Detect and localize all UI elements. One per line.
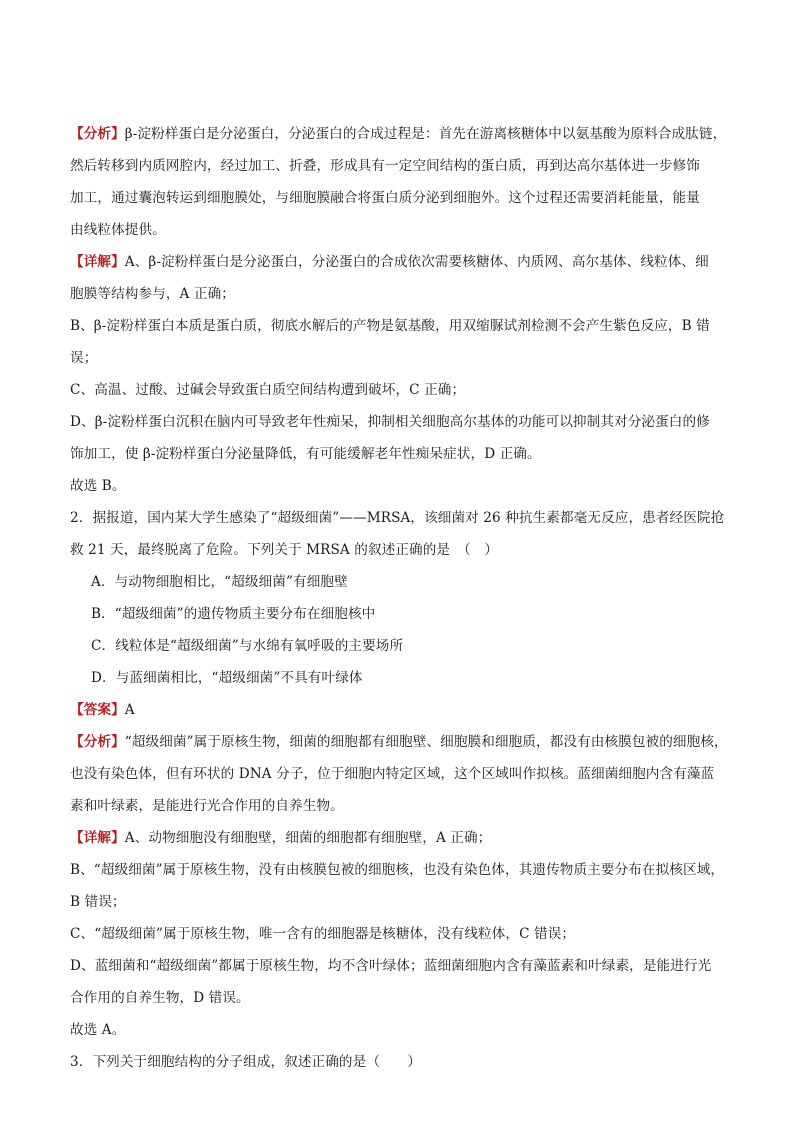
q1-detail-line-7: 饰加工，使 β-淀粉样蛋白分泌量降低，有可能缓解老年性痴呆症状，D 正确。 bbox=[70, 446, 541, 462]
q3-stem: 3．下列关于细胞结构的分子组成，叙述正确的是（ ） bbox=[70, 1054, 422, 1070]
q2-stem-line-1: 2．据报道，国内某大学生感染了“超级细菌”——MRSA，该细菌对 26 种抗生素都毫无反应，患者经医院抢 bbox=[70, 510, 725, 526]
q2-analysis-line-1: 【分析】“超级细菌”属于原核生物，细菌的细胞都有细胞壁、细胞膜和细胞质，都没有由核膜包被的细胞核， bbox=[70, 734, 728, 750]
q1-analysis-line-4: 由线粒体提供。 bbox=[70, 222, 166, 238]
q2-analysis-line-2: 也没有染色体，但有环状的 DNA 分子，位于细胞内特定区域，这个区域叫作拟核。蓝细菌细胞内含有藻蓝 bbox=[70, 766, 715, 782]
q2-analysis-line-3: 素和叶绿素，是能进行光合作用的自养生物。 bbox=[70, 798, 344, 814]
q2-detail-line-2: B、“超级细菌”属于原核生物，没有由核膜包被的细胞核，也没有染色体，其遗传物质主要分布在拟核区域， bbox=[70, 862, 725, 878]
q1-conclusion: 故选 B。 bbox=[70, 478, 126, 494]
q1-detail-line-2: 胞膜等结构参与，A 正确； bbox=[70, 286, 235, 302]
q2-detail-line-1: 【详解】A、动物细胞没有细胞壁，细菌的细胞都有细胞壁，A 正确； bbox=[70, 830, 492, 846]
detail-tag: 【详解】 bbox=[70, 830, 125, 846]
q1-detail-line-1: 【详解】A、β-淀粉样蛋白是分泌蛋白，分泌蛋白的合成依次需要核糖体、内质网、高尔基体、线粒体、细 bbox=[70, 254, 709, 270]
q2-option-a: A．与动物细胞相比，“超级细菌”有细胞壁 bbox=[91, 574, 348, 590]
analysis-tag: 【分析】 bbox=[70, 734, 125, 750]
q1-detail-line-5: C、高温、过酸、过碱会导致蛋白质空间结构遭到破坏，C 正确； bbox=[70, 382, 466, 398]
q1-analysis-line-2: 然后转移到内质网腔内，经过加工、折叠，形成具有一定空间结构的蛋白质，再到达高尔基体进一步修饰 bbox=[70, 158, 700, 174]
q1-detail-line-3: B、β-淀粉样蛋白本质是蛋白质，彻底水解后的产物是氨基酸，用双缩脲试剂检测不会产生紫色反应，B 错 bbox=[70, 318, 710, 334]
q1-detail-line-4: 误； bbox=[70, 350, 98, 366]
q2-option-d: D．与蓝细菌相比，“超级细菌”不具有叶绿体 bbox=[91, 670, 363, 686]
q2-answer bbox=[70, 700, 135, 720]
answer-tag: 【答案】 bbox=[70, 702, 125, 718]
q2-conclusion: 故选 A。 bbox=[70, 1022, 126, 1038]
q1-analysis-line-3: 加工，通过囊泡转运到细胞膜处，与细胞膜融合将蛋白质分泌到细胞外。这个过程还需要消耗能量，能量 bbox=[70, 190, 700, 206]
q1-analysis-line-1: 【分析】β-淀粉样蛋白是分泌蛋白，分泌蛋白的合成过程是：首先在游离核糖体中以氨基酸为原料合成肽链， bbox=[70, 126, 727, 142]
q2-detail-line-3: B 错误； bbox=[70, 894, 126, 910]
q2-detail-line-6: 合作用的自养生物，D 错误。 bbox=[70, 990, 250, 1006]
detail-tag: 【详解】 bbox=[70, 254, 125, 270]
q2-option-c: C．线粒体是“超级细菌”与水绵有氧呼吸的主要场所 bbox=[91, 638, 404, 654]
analysis-tag: 【分析】 bbox=[70, 126, 125, 142]
q2-option-b: B．“超级细菌”的遗传物质主要分布在细胞核中 bbox=[91, 606, 376, 622]
q2-stem-line-2: 救 21 天，最终脱离了危险。下列关于 MRSA 的叙述正确的是 （ ） bbox=[70, 542, 499, 558]
q1-detail-line-6: D、β-淀粉样蛋白沉积在脑内可导致老年性痴呆，抑制相关细胞高尔基体的功能可以抑制其对分泌蛋白的修 bbox=[70, 414, 710, 430]
q2-answer-value: A bbox=[124, 702, 135, 718]
q2-detail-line-5: D、蓝细菌和“超级细菌”都属于原核生物，均不含叶绿体；蓝细菌细胞内含有藻蓝素和叶绿素，是能进行光 bbox=[70, 958, 712, 974]
q2-detail-line-4: C、“超级细菌”属于原核生物，唯一含有的细胞器是核糖体，没有线粒体，C 错误； bbox=[70, 926, 576, 942]
